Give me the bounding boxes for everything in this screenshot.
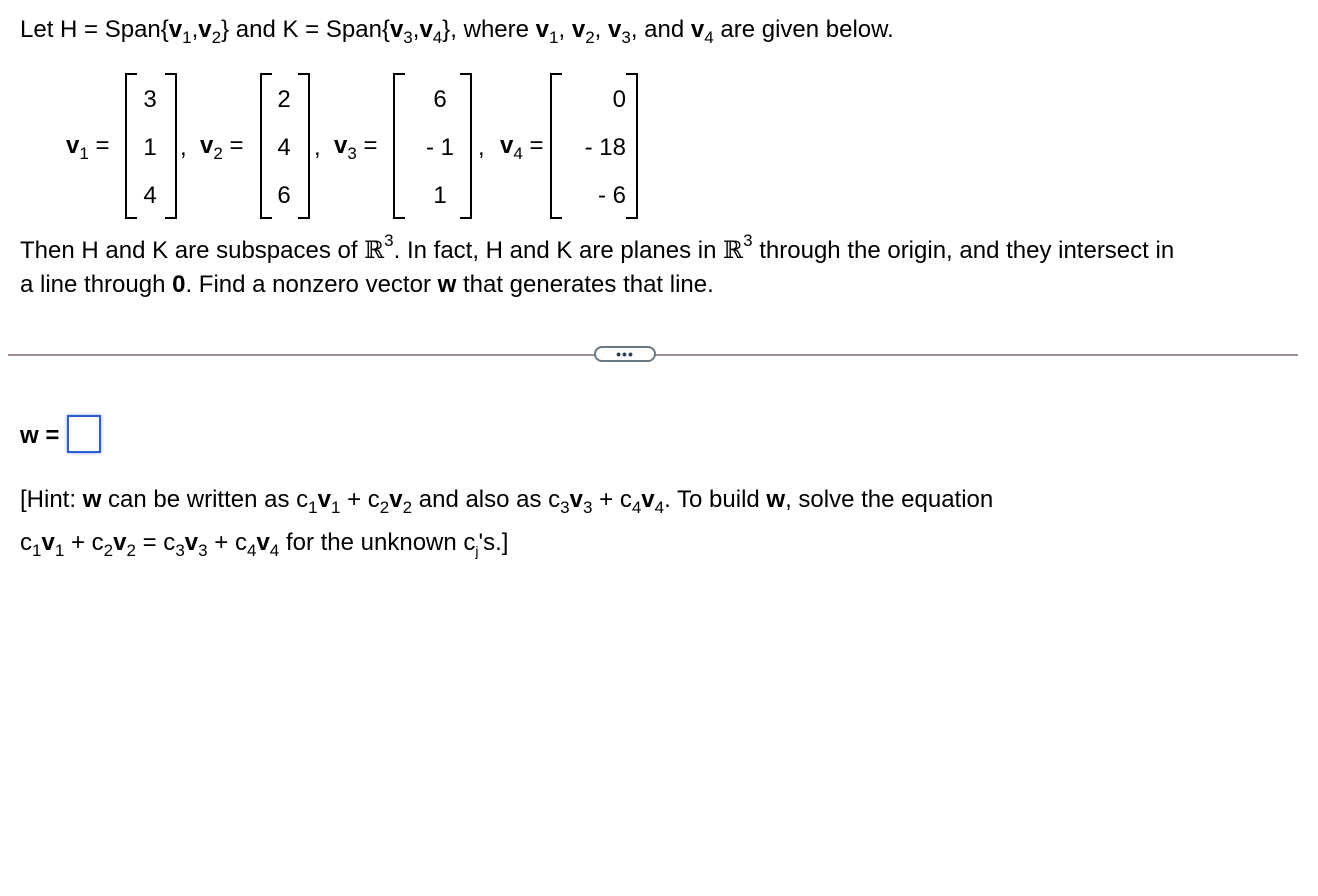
v3-label: $v_3$ = [334,132,378,163]
v1-right-bracket [165,73,177,219]
v4-right-bracket [626,73,638,219]
v3-right-bracket [460,73,472,219]
v1-entry: 4 [143,182,157,209]
v3-entry: - 1 [425,134,454,161]
v4-entry: 0 [612,86,626,113]
problem-statement-line2: a line through 0. Find a nonzero vector w that generates that line. [20,271,714,298]
hint-line1: [Hint: w can be written as $c_1v_1 + c_2v_2$ and also as $c_3v_3 + c_4v_4$. To build w, solve the equation [20,486,994,517]
answer-input[interactable] [67,415,101,453]
answer-label: w = [20,422,60,449]
v4-entry: - 18 [584,134,626,161]
v4-entry: - 6 [597,182,626,209]
comma: , [180,134,187,161]
v1-label: $v_1$ = [66,132,110,163]
problem-intro: Let $H = Span\{v_1,v_2\}$ and $K = Span\{v_3,v_4\}$, where $v_1$, $v_2$, $v_3$, and $v_4$ are given below. [20,16,894,47]
v2-entry: 4 [277,134,291,161]
v3-entry: 1 [433,182,447,209]
v4-label: $v_4$ = [500,132,544,163]
v2-entry: 2 [277,86,291,113]
comma: , [314,134,321,161]
problem-statement-line1: Then H and K are subspaces of ℝ$^3$. In fact, H and K are planes in ℝ$^3$ through the origin, and they intersect in [20,231,1175,264]
v2-right-bracket [298,73,310,219]
v1-entry: 3 [143,86,157,113]
v3-left-bracket [393,73,405,219]
v3-entry: 6 [433,86,447,113]
v2-entry: 6 [277,182,291,209]
v2-label: $v_2$ = [200,132,244,163]
hint-line2: $c_1v_1 + c_2v_2 = c_3v_3 + c_4v_4$ for the unknown $c_j's$.] [20,529,509,560]
expand-more-button[interactable] [594,346,656,362]
v1-entry: 1 [143,134,157,161]
vectors-display [0,0,1318,230]
more-dots-icon: ••• [616,346,634,362]
comma: , [478,134,485,161]
